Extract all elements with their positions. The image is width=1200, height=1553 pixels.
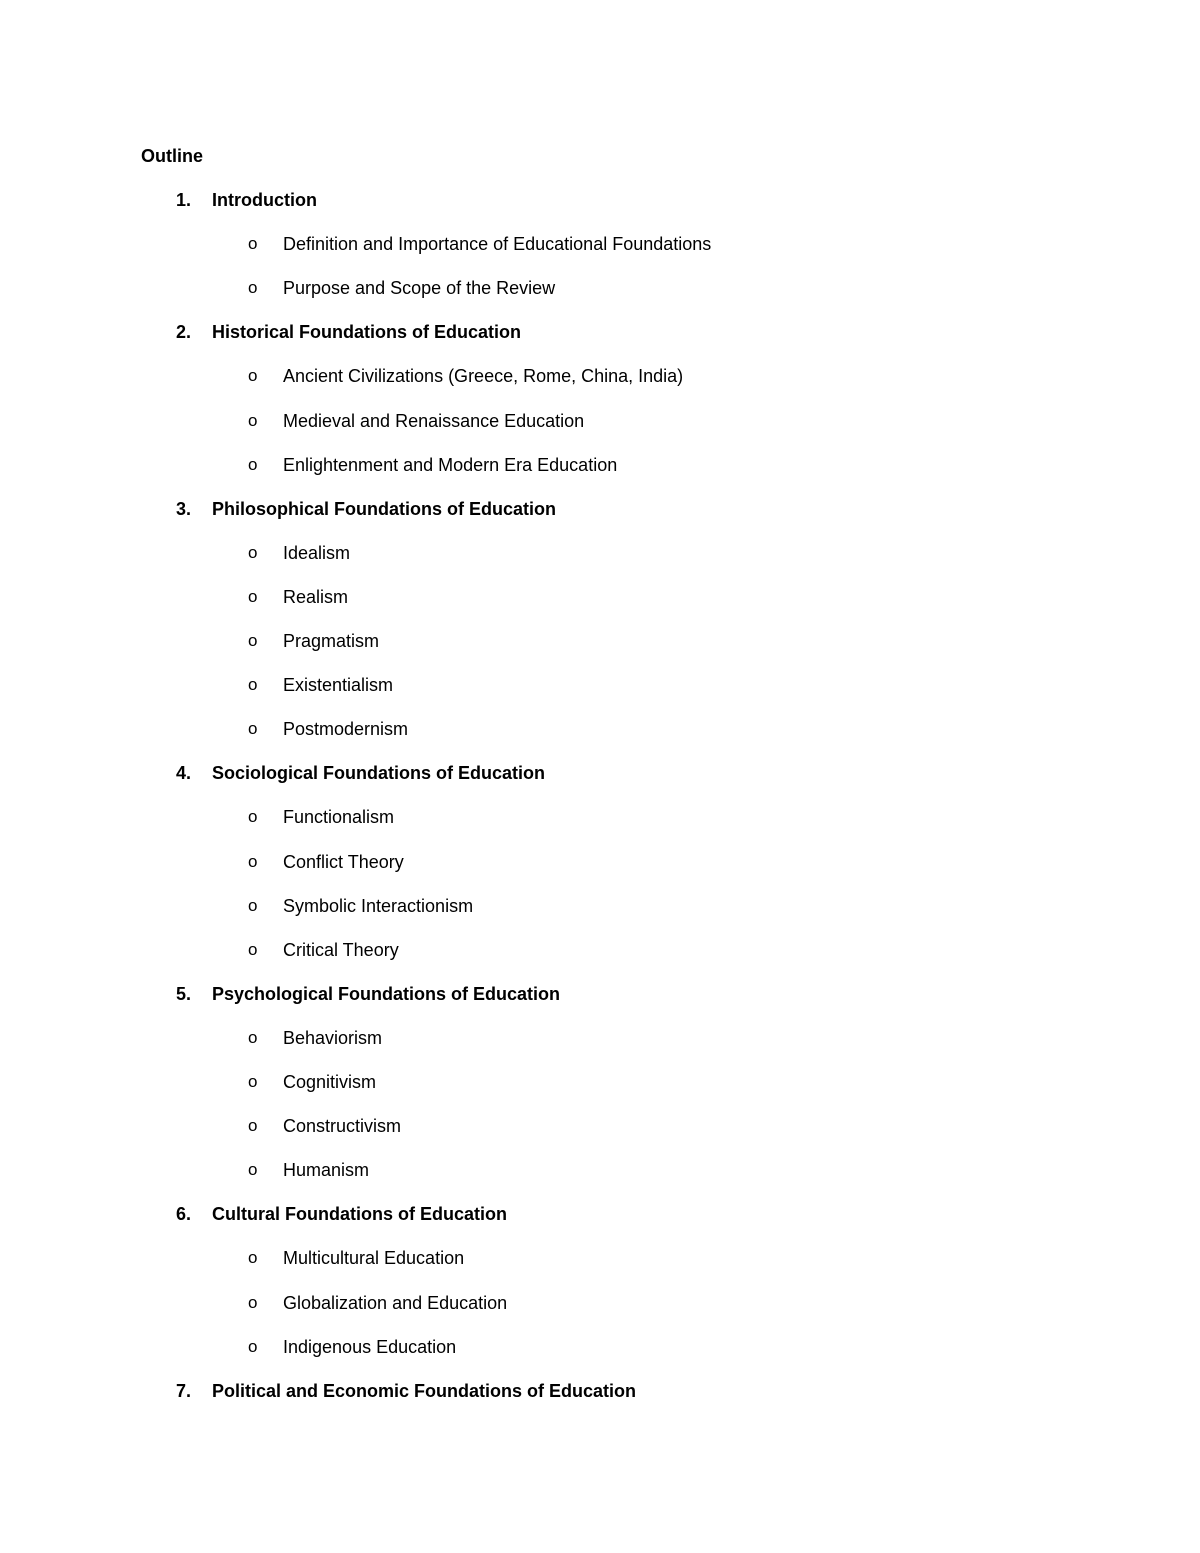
subitem-label: Behaviorism [283, 1028, 383, 1048]
subitem-label: Idealism [283, 543, 351, 563]
subitem-label: Cognitivism [283, 1072, 377, 1092]
circle-bullet-icon: o [248, 366, 258, 385]
section-heading: Historical Foundations of Education [212, 322, 522, 342]
section-number: 5. [176, 984, 192, 1004]
circle-bullet-icon: o [248, 1160, 258, 1179]
subitem-label: Symbolic Interactionism [283, 896, 474, 916]
subitem-label: Pragmatism [283, 631, 380, 651]
subitem-label: Globalization and Education [283, 1293, 508, 1313]
circle-bullet-icon: o [248, 631, 258, 650]
section-heading: Philosophical Foundations of Education [212, 499, 556, 519]
section-number: 7. [176, 1381, 192, 1401]
circle-bullet-icon: o [248, 587, 258, 606]
subitem-label: Definition and Importance of Educational Foundations [283, 234, 712, 254]
section-heading: Political and Economic Foundations of Education [212, 1381, 637, 1401]
subitem-label: Postmodernism [283, 719, 409, 739]
section-heading: Introduction [212, 190, 317, 210]
subitem-label: Humanism [283, 1160, 370, 1180]
subitem-label: Critical Theory [283, 940, 399, 960]
circle-bullet-icon: o [248, 1072, 258, 1091]
circle-bullet-icon: o [248, 807, 258, 826]
circle-bullet-icon: o [248, 1337, 258, 1356]
circle-bullet-icon: o [248, 278, 258, 297]
circle-bullet-icon: o [248, 411, 258, 430]
circle-bullet-icon: o [248, 1116, 258, 1135]
circle-bullet-icon: o [248, 940, 258, 959]
section-heading: Sociological Foundations of Education [212, 763, 545, 783]
subitem-label: Realism [283, 587, 349, 607]
circle-bullet-icon: o [248, 1028, 258, 1047]
subitem-label: Indigenous Education [283, 1337, 457, 1357]
subitem-label: Ancient Civilizations (Greece, Rome, China, India) [283, 366, 684, 386]
section-number: 1. [176, 190, 192, 210]
circle-bullet-icon: o [248, 455, 258, 474]
subitem-label: Medieval and Renaissance Education [283, 411, 585, 431]
subitem-label: Functionalism [283, 807, 395, 827]
circle-bullet-icon: o [248, 234, 258, 253]
circle-bullet-icon: o [248, 852, 258, 871]
section-heading: Psychological Foundations of Education [212, 984, 561, 1004]
circle-bullet-icon: o [248, 719, 258, 738]
subitem-label: Constructivism [283, 1116, 402, 1136]
section-number: 2. [176, 322, 192, 342]
section-heading: Cultural Foundations of Education [212, 1204, 507, 1224]
subitem-label: Multicultural Education [283, 1248, 465, 1268]
section-number: 4. [176, 763, 192, 783]
circle-bullet-icon: o [248, 1248, 258, 1267]
section-number: 6. [176, 1204, 192, 1224]
circle-bullet-icon: o [248, 543, 258, 562]
circle-bullet-icon: o [248, 1293, 258, 1312]
subitem-label: Conflict Theory [283, 852, 404, 872]
circle-bullet-icon: o [248, 675, 258, 694]
section-number: 3. [176, 499, 192, 519]
outline-title: Outline [141, 146, 203, 166]
circle-bullet-icon: o [248, 896, 258, 915]
subitem-label: Existentialism [283, 675, 394, 695]
subitem-label: Enlightenment and Modern Era Education [283, 455, 618, 475]
subitem-label: Purpose and Scope of the Review [283, 278, 556, 298]
